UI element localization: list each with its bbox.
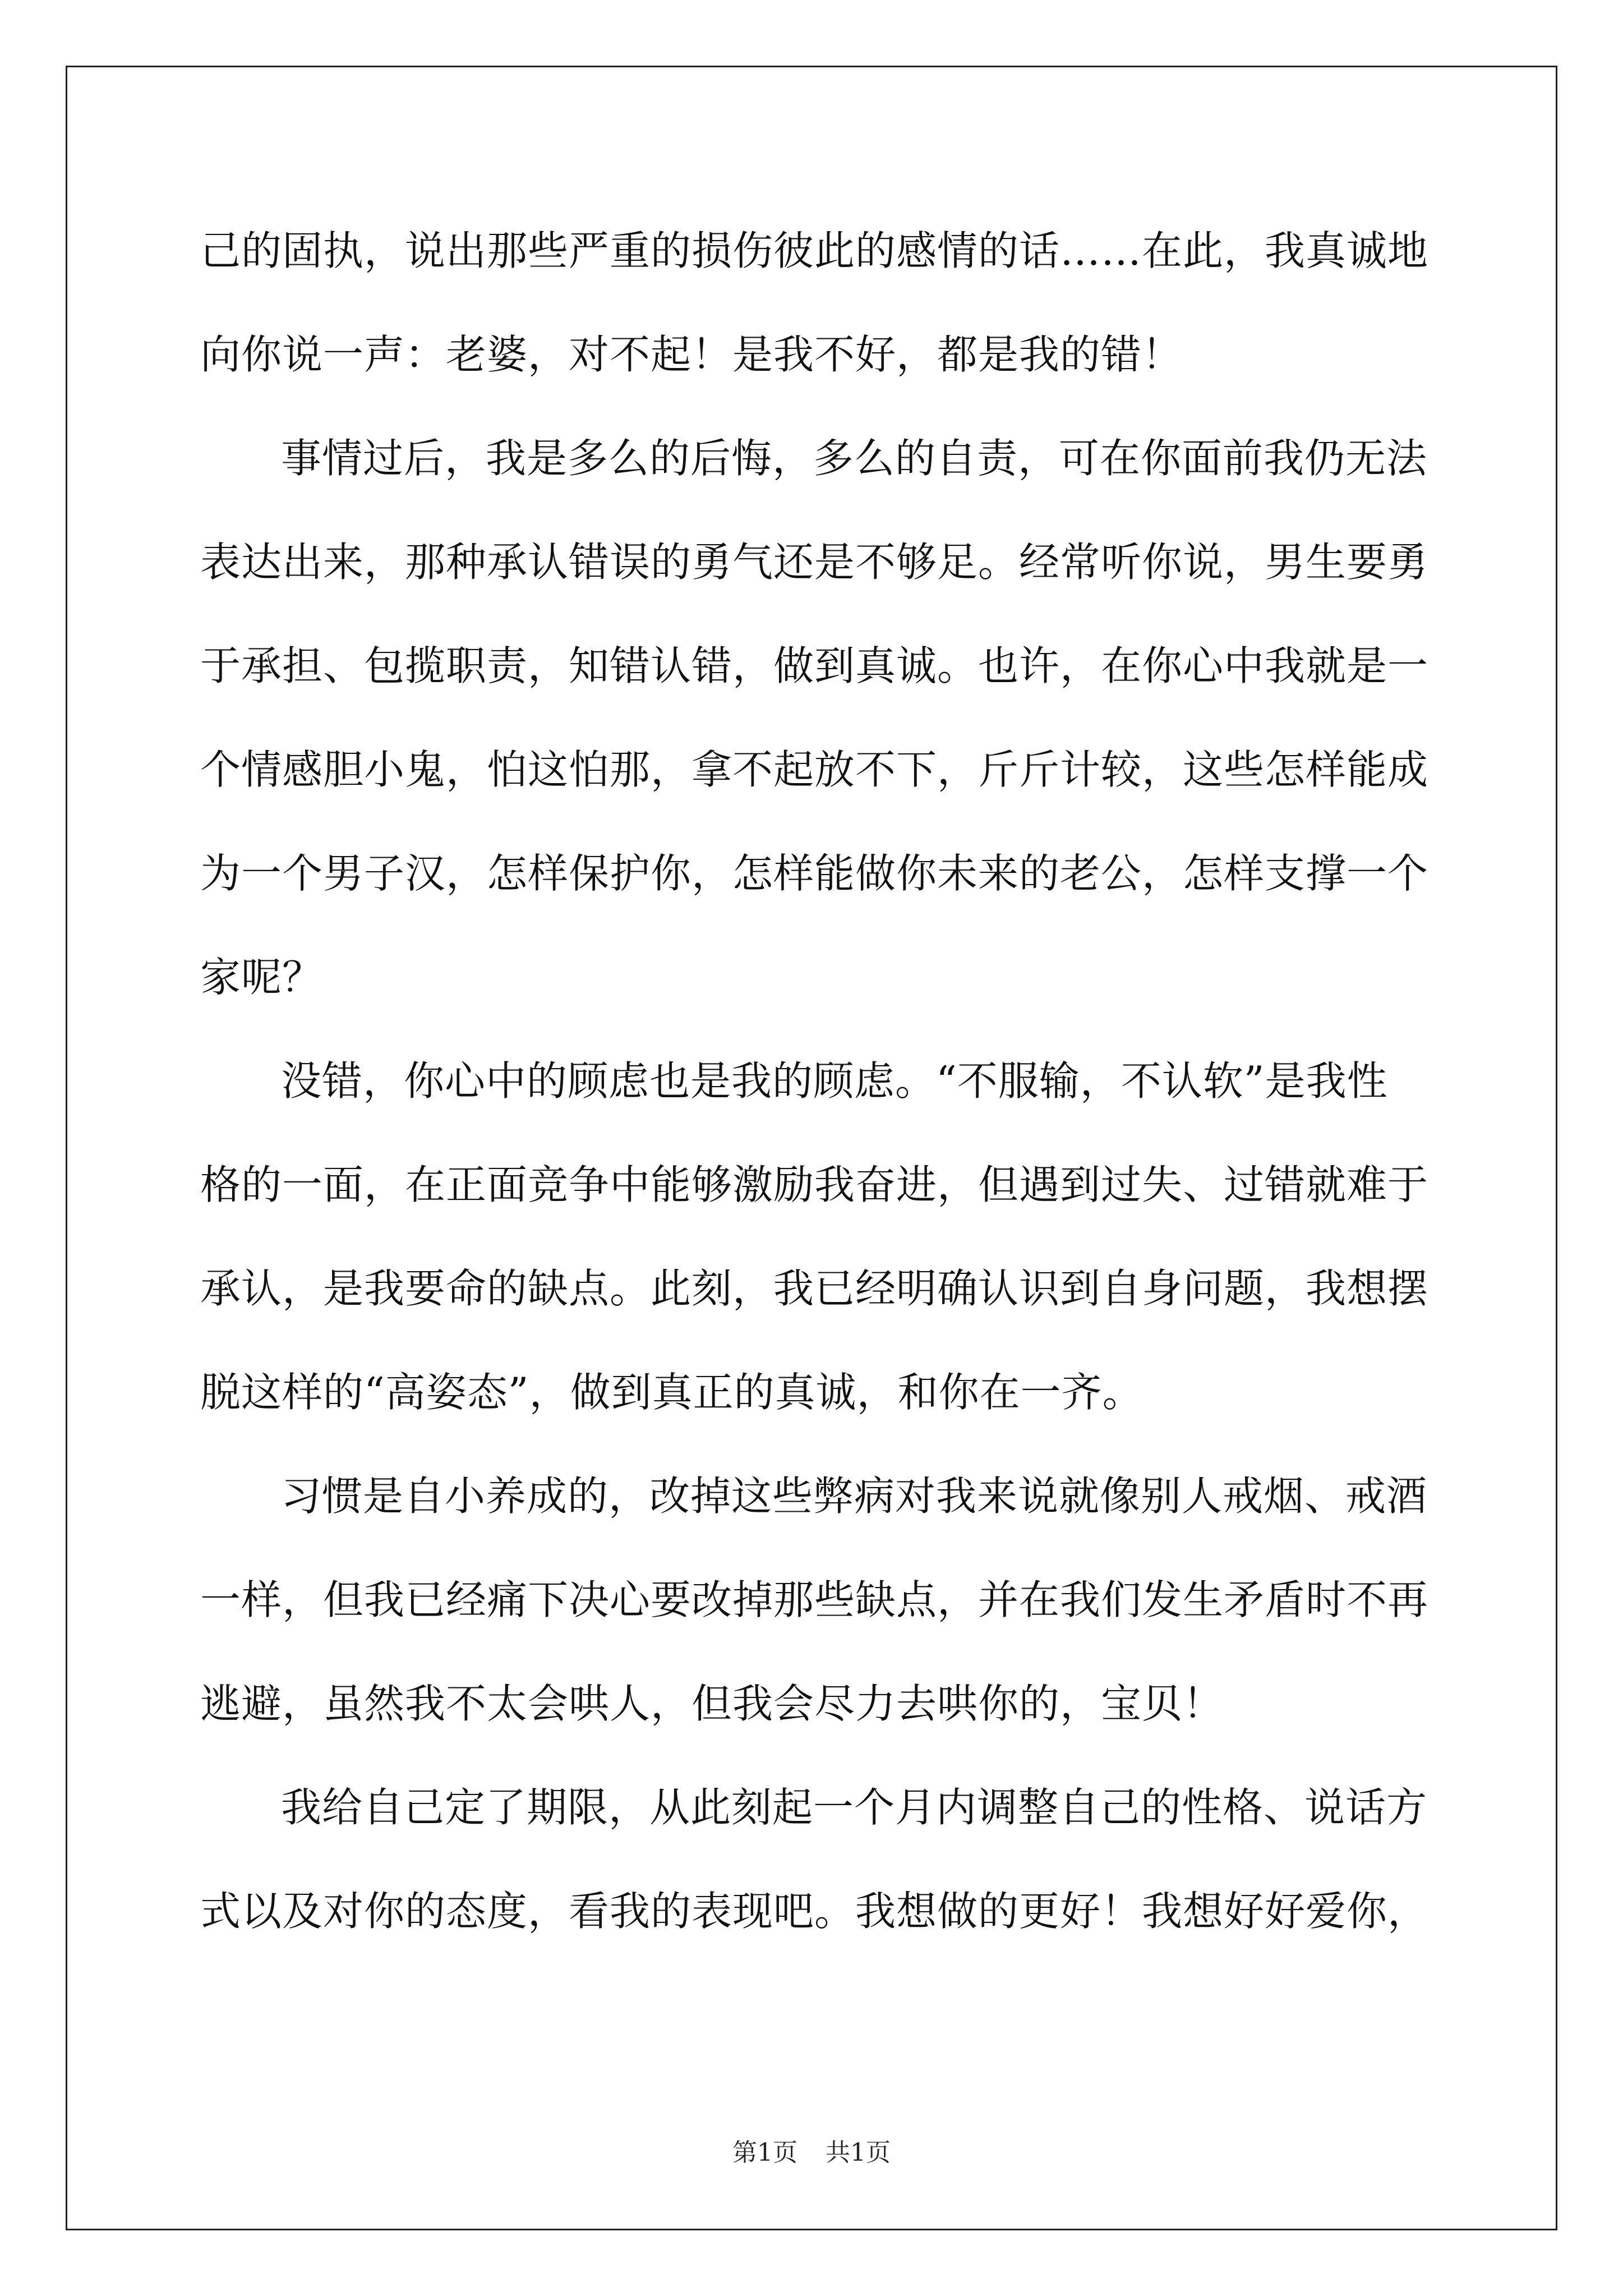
text-line: 于承担、包揽职责，知错认错，做到真诚。也许，在你心中我就是一 [200,642,1429,689]
text-line: 脱这样的“高姿态”，做到真正的真诚，和你在一齐。 [200,1369,1144,1416]
text-line: 为一个男子汉，怎样保护你，怎样能做你未来的老公，怎样支撑一个 [200,850,1429,897]
text-line: 家呢？ [200,954,324,1001]
text-line: 没错，你心中的顾虑也是我的顾虑。“不服输，不认软”是我性 [281,1057,1388,1105]
text-line: 事情过后，我是多么的后悔，多么的自责，可在你面前我仍无法 [281,435,1428,482]
document-body [200,199,1434,1963]
text-line: 向你说一声：老婆，对不起！是我不好，都是我的错！ [200,331,1183,378]
text-line: 己的固执，说出那些严重的损伤彼此的感情的话……在此，我真诚地 [200,227,1429,274]
text-line: 习惯是自小养成的，改掉这些弊病对我来说就像别人戒烟、戒酒 [281,1473,1428,1520]
text-line: 个情感胆小鬼，怕这怕那，拿不起放不下，斤斤计较，这些怎样能成 [200,746,1429,793]
text-line: 逃避，虽然我不太会哄人，但我会尽力去哄你的，宝贝！ [200,1680,1224,1727]
text-line: 表达出来，那种承认错误的勇气还是不够足。经常听你说，男生要勇 [200,539,1429,586]
text-line: 一样，但我已经痛下决心要改掉那些缺点，并在我们发生矛盾时不再 [200,1576,1429,1623]
page-footer [0,2136,1623,2170]
page-number: 第1页 [732,2138,797,2167]
text-line: 格的一面，在正面竞争中能够激励我奋进，但遇到过失、过错就难于 [200,1161,1429,1208]
page-total: 共1页 [826,2138,891,2167]
text-line: 式以及对你的态度，看我的表现吧。我想做的更好！我想好好爱你， [200,1888,1429,1935]
text-line: 承认，是我要命的缺点。此刻，我已经明确认识到自身问题，我想摆 [200,1265,1429,1312]
text-line: 我给自己定了期限，从此刻起一个月内调整自己的性格、说话方 [281,1784,1428,1831]
